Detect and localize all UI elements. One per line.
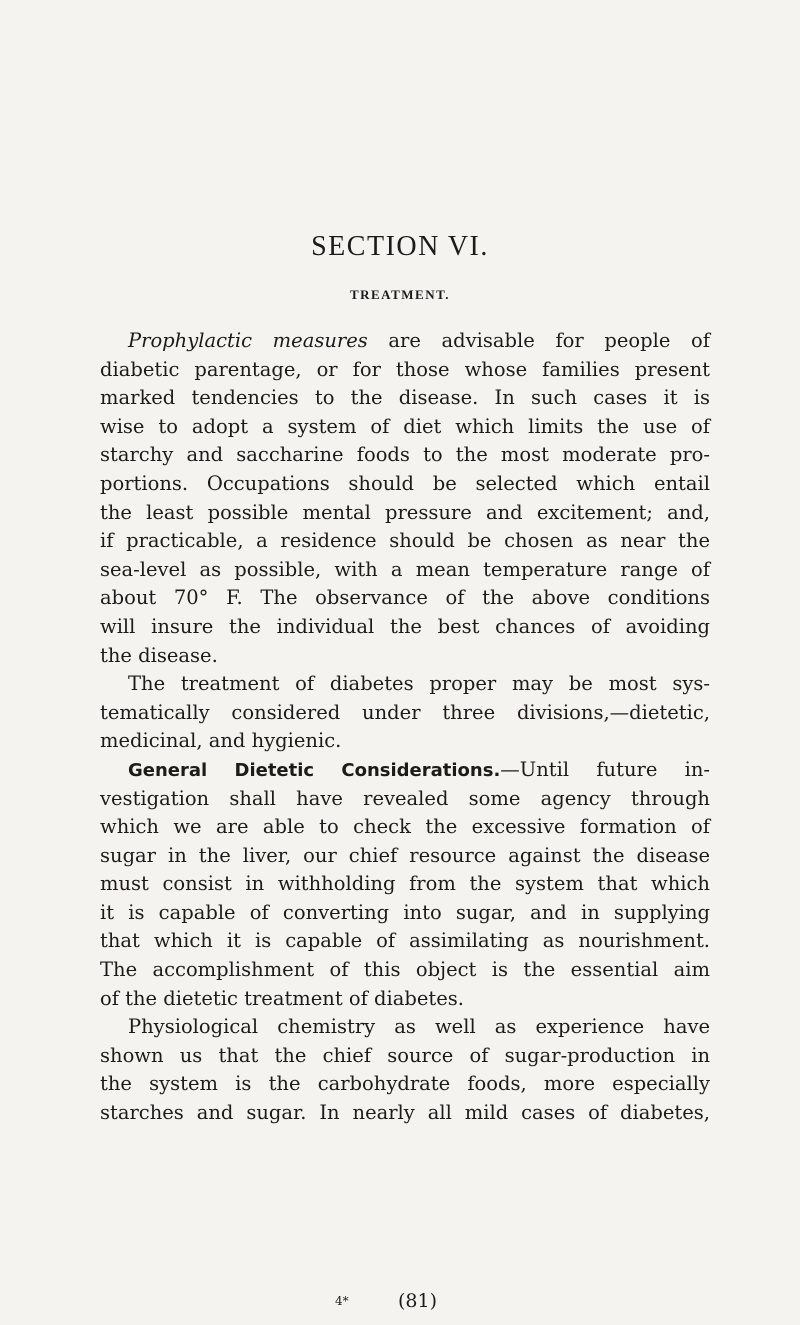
body-text [100,327,710,1128]
text-line: starches and sugar. In nearly all mild cases of diabetes, [100,1101,710,1125]
paragraph-divisions [100,670,710,756]
text-line: will insure the individual the best chances of avoiding [100,614,710,638]
text-line: the system is the carbohydrate foods, more especially [100,1072,710,1096]
text-line: portions. Occupations should be selected which entail [100,471,710,495]
text-line: Physiological chemistry as well as experience have [128,1015,710,1039]
text-line: The treatment of diabetes proper may be most sys- [128,672,710,696]
text-line: diabetic parentage, or for those whose families present [100,357,710,381]
text-fragment: —Until future in- [500,757,710,781]
text-line: it is capable of converting into sugar, and in supplying [100,900,710,924]
run-in-heading: General Dietetic Considerations. [128,759,501,781]
text-line [100,327,710,356]
section-title: SECTION VI. [311,231,489,262]
text-line: wise to adopt a system of diet which limits the use of [100,414,710,438]
text-line: shown us that the chief source of sugar-production in [100,1043,710,1067]
text-line: starchy and saccharine foods to the most moderate pro- [100,443,710,467]
text-line: the disease. [100,643,218,667]
text-line: the least possible mental pressure and excitement; and, [100,500,710,524]
paragraph-dietetic-considerations [100,756,710,1013]
text-line: that which it is capable of assimilating as nourishment. [100,929,710,953]
signature-mark: 4* [335,1294,349,1308]
paragraph-prophylactic [100,327,710,670]
text-line: sea-level as possible, with a mean temperature range of [100,557,710,581]
text-line: vestigation shall have revealed some agency through [100,786,710,810]
text-line: medicinal, and hygienic. [100,729,342,753]
text-line: sugar in the liver, our chief resource against the disease [100,843,710,867]
text-line: if practicable, a residence should be chosen as near the [100,529,710,553]
text-line: tematically considered under three divisions,—dietetic, [100,700,710,724]
page-footer [0,1290,800,1320]
text-line: The accomplishment of this object is the essential aim [100,958,710,982]
italic-lead: Prophylactic measures [128,329,368,352]
text-line: must consist in withholding from the system that which [100,872,710,896]
text-fragment: are advisable for people of [367,329,710,352]
text-line: which we are able to check the excessive formation of [100,815,710,839]
page-number: (81) [398,1290,438,1312]
subheading: TREATMENT. [349,287,451,302]
text-line: of the dietetic treatment of diabetes. [100,986,465,1010]
paragraph-physiological-chemistry [100,1013,710,1127]
text-line: about 70° F. The observance of the above conditions [100,586,710,610]
text-line: marked tendencies to the disease. In such cases it is [100,386,710,410]
text-line [100,756,710,785]
